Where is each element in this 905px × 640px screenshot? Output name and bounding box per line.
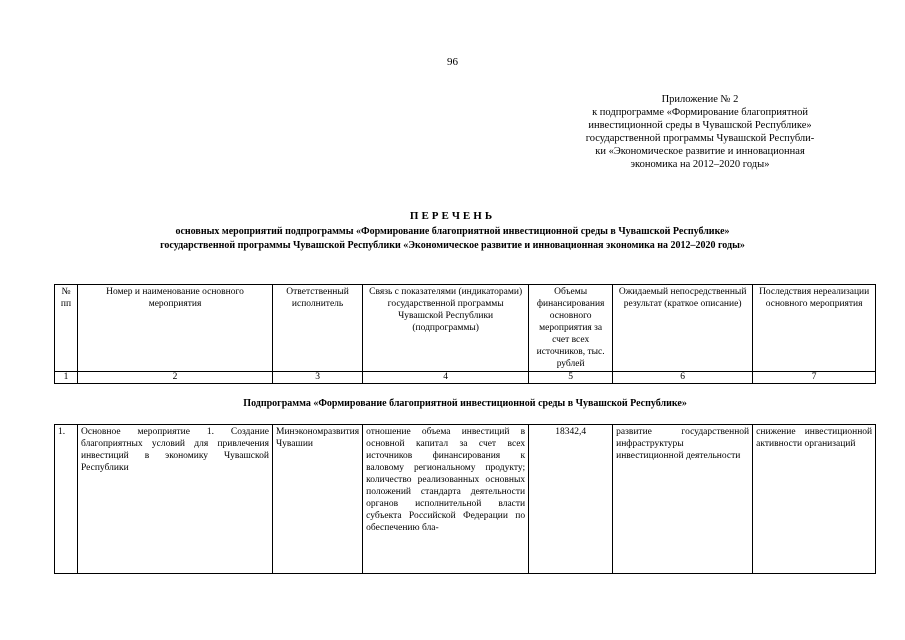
column-number: 6	[613, 372, 753, 384]
header-funding: Объемы финансирования основного мероприятия за счет всех источников, тыс. рублей	[529, 285, 613, 372]
table-row	[55, 425, 876, 574]
subtitle-line: основных мероприятий подпрограммы «Формирование благоприятной инвестиционной среды в Чувашской Республике»	[175, 226, 730, 237]
appendix-line: Приложение № 2	[661, 94, 739, 105]
appendix-line: к подпрограмме «Формирование благоприятной	[592, 107, 808, 118]
column-numbers-row	[55, 372, 876, 384]
subtitle-line: государственной программы Чувашской Республики «Экономическое развитие и инновационная экономика на 2012–2020 годы»	[160, 240, 745, 251]
header-result: Ожидаемый непосредственный результат (краткое описание)	[613, 285, 753, 372]
appendix-note	[555, 93, 845, 171]
appendix-line: государственной программы Чувашской Республи-	[585, 133, 815, 144]
column-number: 4	[363, 372, 529, 384]
row-measure-name: Основное мероприятие 1. Создание благоприятных условий для привлечения инвестиций в экономику Чувашской Республики	[78, 425, 273, 574]
section-title: Подпрограмма «Формирование благоприятной инвестиционной среды в Чувашской Республике»	[55, 384, 876, 425]
document-title: ПЕРЕЧЕНЬ	[409, 210, 496, 222]
measures-table	[54, 284, 876, 574]
column-number: 5	[529, 372, 613, 384]
row-funding: 18342,4	[529, 425, 613, 574]
column-number: 7	[753, 372, 876, 384]
row-consequences: снижение инвестиционной активности организаций	[753, 425, 876, 574]
header-indicators: Связь с показателями (индикаторами) государственной программы Чувашской Республики (подпрограммы)	[363, 285, 529, 372]
appendix-line: экономика на 2012–2020 годы»	[630, 159, 770, 170]
column-number: 3	[273, 372, 363, 384]
row-number: 1.	[55, 425, 78, 574]
section-title-row	[55, 384, 876, 425]
table-header-row	[55, 285, 876, 372]
appendix-line: ки «Экономическое развитие и инновационная	[595, 146, 805, 157]
row-executor: Минэкономразвития Чувашии	[273, 425, 363, 574]
column-number: 2	[78, 372, 273, 384]
row-indicators: отношение объема инвестиций в основной капитал за счет всех источников финансирования к валовому региональному продукту; количество реализованных основных положений стандарта деятельности органов исполнительной власти субъекта Российской Федерации по обеспечению бла-	[363, 425, 529, 574]
header-number: № пп	[55, 285, 78, 372]
header-measure: Номер и наименование основного мероприятия	[78, 285, 273, 372]
column-number: 1	[55, 372, 78, 384]
header-executor: Ответственный исполнитель	[273, 285, 363, 372]
row-result: развитие государственной инфраструктуры инвестиционной деятельности	[613, 425, 753, 574]
header-consequences: Последствия нереализации основного мероприятия	[753, 285, 876, 372]
appendix-line: инвестиционной среды в Чувашской Республике»	[588, 120, 812, 131]
page-number: 96	[447, 56, 458, 68]
document-subtitle	[0, 225, 905, 253]
